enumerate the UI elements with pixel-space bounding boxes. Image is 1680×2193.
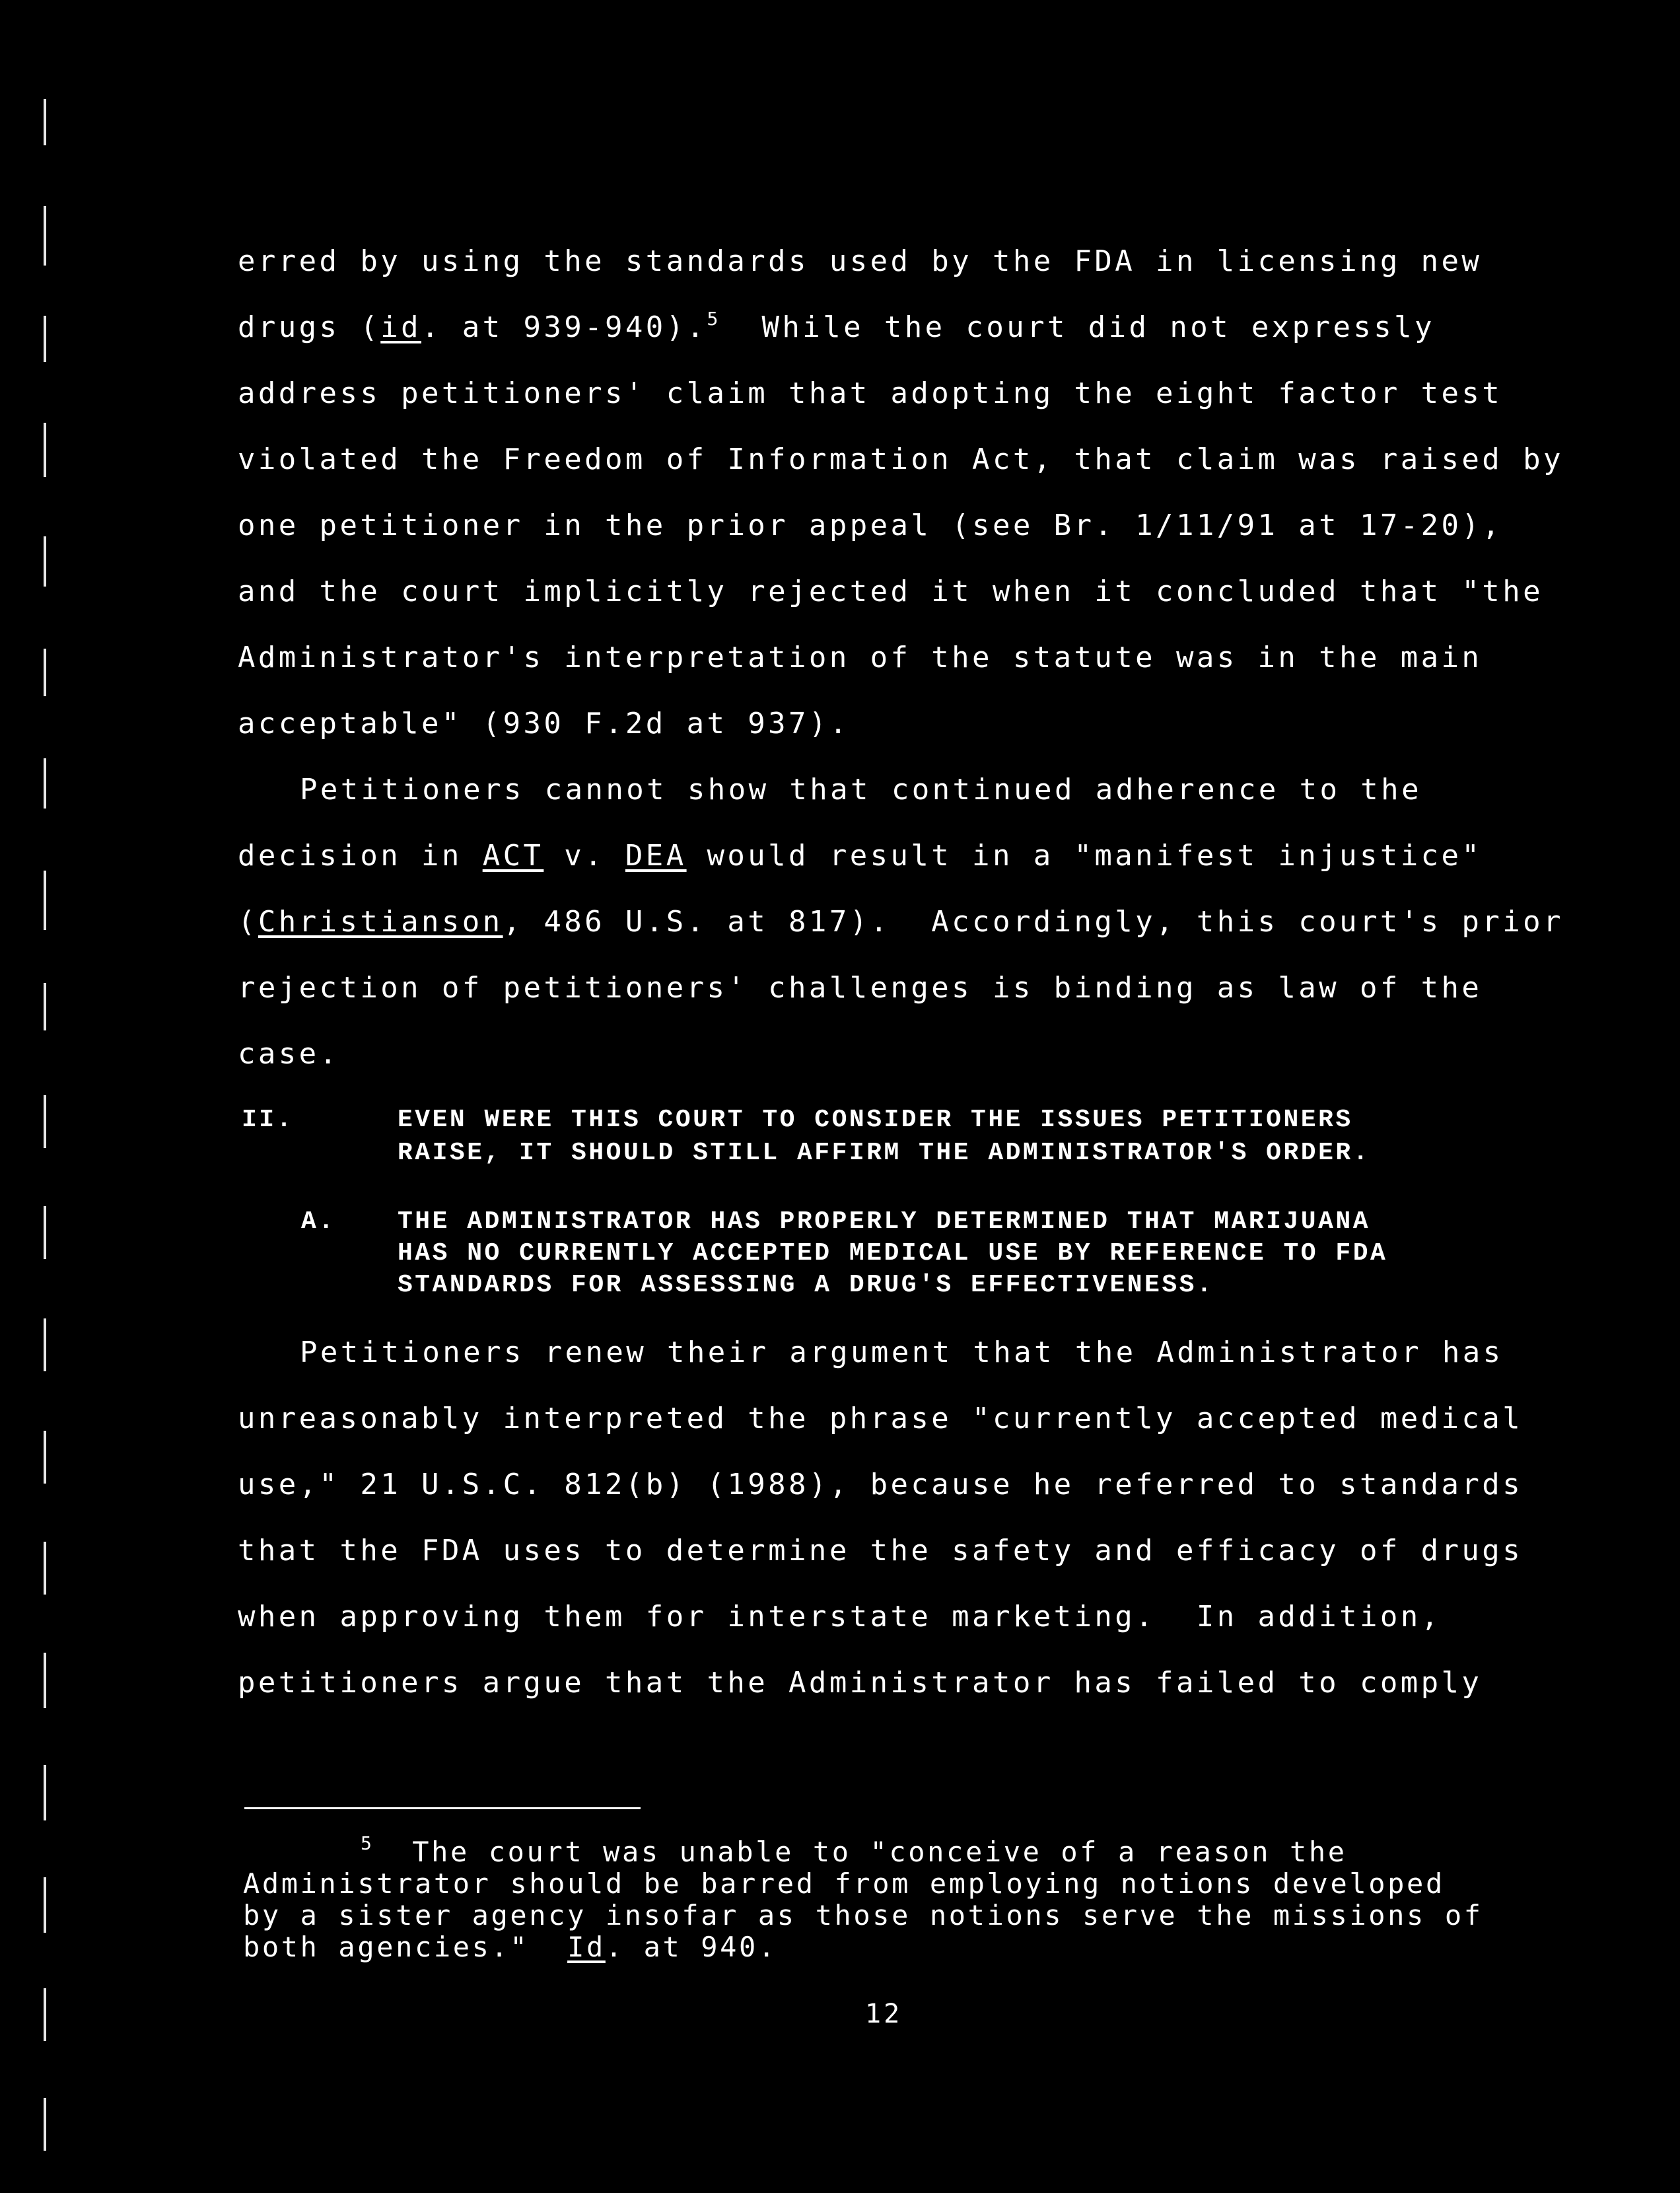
body-line: Petitioners renew their argument that the Administrator has: [300, 1336, 1504, 1369]
text-run: . at 939-940).: [421, 310, 707, 344]
footnote-number: 5: [361, 1832, 374, 1854]
scan-edge-mark: [44, 1095, 46, 1148]
scan-edge-mark: [44, 649, 46, 696]
scan-edge-mark: [44, 206, 46, 266]
footnote-rule: [244, 1807, 641, 1809]
body-line: erred by using the standards used by the FDA in licensing new: [238, 244, 1483, 278]
case-name: ACT: [482, 839, 544, 873]
body-line: unreasonably interpreted the phrase "currently accepted medical: [238, 1402, 1523, 1435]
scan-edge-mark: [44, 2098, 46, 2151]
body-line: Petitioners cannot show that continued adherence to the: [300, 773, 1422, 807]
body-line: rejection of petitioners' challenges is binding as law of the: [238, 971, 1483, 1005]
scan-edge-mark: [44, 423, 46, 477]
footnote-line: [361, 1832, 1347, 1868]
scan-edge-mark: [44, 758, 46, 809]
body-line: violated the Freedom of Information Act, that claim was raised by: [238, 443, 1564, 476]
body-line: [238, 902, 1564, 942]
scan-edge-mark: [44, 1877, 46, 1933]
footnote-ref: 5: [707, 308, 721, 330]
footnote-line: by a sister agency insofar as those notions serve the missions of: [243, 1899, 1483, 1931]
footnote-line: Administrator should be barred from employing notions developed: [243, 1867, 1445, 1900]
scan-edge-mark: [44, 1765, 46, 1820]
body-line: case.: [238, 1037, 340, 1071]
scan-edge-mark: [44, 871, 46, 930]
body-line: when approving them for interstate marketing. In addition,: [238, 1600, 1442, 1634]
subsection-heading: HAS NO CURRENTLY ACCEPTED MEDICAL USE BY REFERENCE TO FDA: [398, 1239, 1388, 1268]
section-number: II.: [242, 1106, 294, 1134]
body-line: Administrator's interpretation of the statute was in the main: [238, 641, 1483, 674]
scan-edge-mark: [44, 1542, 46, 1595]
citation-id: Id: [567, 1931, 606, 1963]
scan-edge-mark: [44, 983, 46, 1030]
section-heading: RAISE, IT SHOULD STILL AFFIRM THE ADMINISTRATOR'S ORDER.: [398, 1139, 1371, 1167]
footnote-line: [243, 1931, 777, 1963]
body-line: that the FDA uses to determine the safety and efficacy of drugs: [238, 1534, 1523, 1567]
page-number: 12: [865, 1999, 903, 2029]
scan-edge-mark: [44, 1206, 46, 1259]
scan-edge-mark: [44, 1988, 46, 2041]
case-name: Christianson: [258, 905, 503, 939]
scan-edge-mark: [44, 536, 46, 587]
text-run: The court was unable to "conceive of a reason the: [374, 1836, 1347, 1868]
text-run: v.: [543, 839, 625, 873]
scan-edge-mark: [44, 1431, 46, 1484]
scan-edge-mark: [44, 1318, 46, 1371]
text-run: decision in: [238, 839, 483, 873]
subsection-heading: STANDARDS FOR ASSESSING A DRUG'S EFFECTIVENESS.: [398, 1271, 1214, 1299]
citation-id: id: [380, 310, 422, 344]
body-line: [238, 308, 1435, 347]
subsection-number: A.: [301, 1207, 336, 1236]
body-line: and the court implicitly rejected it when it concluded that "the: [238, 575, 1543, 608]
body-line: one petitioner in the prior appeal (see Br. 1/11/91 at 17-20),: [238, 509, 1503, 542]
body-line: acceptable" (930 F.2d at 937).: [238, 707, 850, 740]
body-line: address petitioners' claim that adopting the eight factor test: [238, 377, 1503, 410]
text-run: (: [238, 905, 258, 939]
case-name: DEA: [625, 839, 687, 873]
text-run: drugs (: [238, 310, 381, 344]
scan-edge-mark: [44, 99, 46, 145]
text-run: , 486 U.S. at 817). Accordingly, this court's prior: [503, 905, 1564, 939]
scan-edge-mark: [44, 316, 46, 362]
body-line: [238, 836, 1482, 876]
text-run: While the court did not expressly: [720, 310, 1435, 344]
body-line: use," 21 U.S.C. 812(b) (1988), because he referred to standards: [238, 1468, 1523, 1501]
text-run: both agencies.": [243, 1931, 568, 1963]
text-run: would result in a "manifest injustice": [686, 839, 1483, 873]
body-line: petitioners argue that the Administrator has failed to comply: [238, 1666, 1483, 1700]
text-run: . at 940.: [605, 1931, 777, 1963]
section-heading: EVEN WERE THIS COURT TO CONSIDER THE ISSUES PETITIONERS: [398, 1106, 1353, 1134]
subsection-heading: THE ADMINISTRATOR HAS PROPERLY DETERMINED THAT MARIJUANA: [398, 1207, 1371, 1236]
scan-edge-mark: [44, 1653, 46, 1708]
